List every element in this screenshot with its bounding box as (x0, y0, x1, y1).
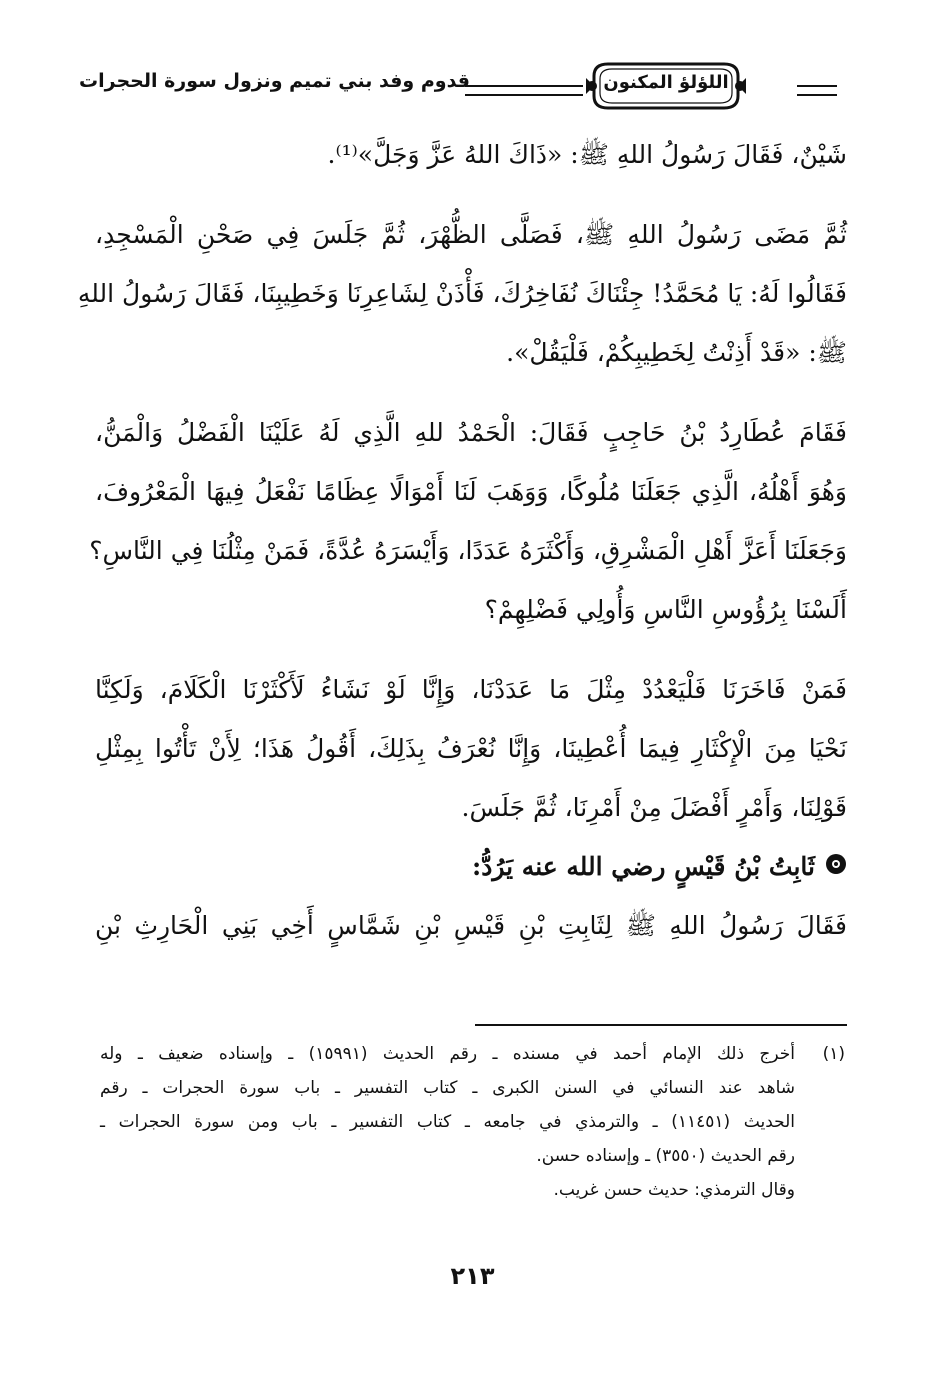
footnote-line (100, 1037, 845, 1071)
book-title: اللؤلؤ المكنون (603, 72, 729, 93)
text-line: فَقَالَ رَسُولُ اللهِ ﷺ لِثَابِتِ بْنِ قَيْسِ بْنِ شَمَّاسٍ أَخِي بَنِي الْحَارِثِ بْنِ (95, 911, 847, 940)
footnote-line: وقال الترمذي: حديث حسن غريب. (553, 1180, 795, 1200)
text-line: ثُمَّ مَضَى رَسُولُ اللهِ ﷺ، فَصَلَّى الظُّهْرَ، ثُمَّ جَلَسَ فِي صَحْنِ الْمَسْجِدِ، (95, 220, 847, 249)
footnote-line: الحديث (١١٤٥١) ـ والترمذي في جامعه ـ كتاب التفسير ـ باب ومن سورة الحجرات ـ (100, 1112, 796, 1132)
footnote-number: (١) (822, 1044, 845, 1064)
footnote-divider (475, 1024, 847, 1026)
flower-icon (825, 852, 847, 881)
book-title-badge (586, 58, 746, 114)
running-header (79, 58, 837, 122)
footnote-line: رقم الحديث (٣٥٥٠) ـ وإسناده حسن. (536, 1146, 795, 1166)
text-line: وَجَعَلَنَا أَعَزَّ أَهْلِ الْمَشْرِقِ، وَأَكْثَرَهُ عَدَدًا، وَأَيْسَرَهُ عُدَّةً، فَمَنْ مِثْلُنَا فِي النَّاسِ؟ (89, 536, 847, 565)
text-line: فَقَامَ عُطَارِدُ بْنُ حَاجِبٍ فَقَالَ: الْحَمْدُ للهِ الَّذِي لَهُ عَلَيْنَا الْفَضْلُ وَالْمَنُّ، (95, 418, 847, 447)
paragraph-gap (95, 382, 847, 403)
section-heading (95, 837, 847, 896)
text-line: قَوْلِنَا، وَأَمْرٍ أَفْضَلَ مِنْ أَمْرِنَا، ثُمَّ جَلَسَ. (461, 793, 847, 822)
chapter-title: قدوم وفد بني تميم ونزول سورة الحجرات (79, 70, 470, 92)
section-heading-text: ثَابِتُ بْنُ قَيْسٍ رضي الله عنه يَرُدُّ: (471, 852, 815, 881)
header-rule-left (465, 85, 583, 96)
page-number: ٢١٣ (450, 1262, 495, 1290)
text-line: ﷺ: «قَدْ أَذِنْتُ لِخَطِيبِكُمْ، فَلْيَقُلْ». (506, 338, 847, 367)
text-line: أَلَسْنَا بِرُؤُوسِ النَّاسِ وَأُولِي فَضْلِهِمْ؟ (484, 595, 847, 624)
footnote-line: شاهد عند النسائي في السنن الكبرى ـ كتاب التفسير ـ باب سورة الحجرات ـ رقم (100, 1078, 795, 1098)
text-line: شَيْنٌ، فَقَالَ رَسُولُ اللهِ ﷺ: «ذَاكَ اللهُ عَزَّ وَجَلَّ»⁽¹⁾. (327, 140, 847, 169)
header-rule-right (797, 85, 837, 96)
text-line: وَهُوَ أَهْلُهُ، الَّذِي جَعَلَنَا مُلُوكًا، وَوَهَبَ لَنَا أَمْوَالًا عِظَامًا نَفْعَلُ فِيهَا الْمَعْرُوفَ، (95, 477, 847, 506)
footnotes (100, 1037, 845, 1207)
text-line: فَمَنْ فَاخَرَنَا فَلْيَعْدُدْ مِثْلَ مَا عَدَدْنَا، وَإِنَّا لَوْ نَشَاءُ لَأَكْثَرْنَا الْكَلَامَ، وَلَكِنَّا (95, 675, 847, 704)
footnote-text: أخرج ذلك الإمام أحمد في مسنده ـ رقم الحديث (١٥٩٩١) ـ وإسناده ضعيف ـ وله (100, 1044, 795, 1064)
main-text (77, 125, 847, 955)
text-line: فَقَالُوا لَهُ: يَا مُحَمَّدُ! جِئْنَاكَ نُفَاخِرُكَ، فَأْذَنْ لِشَاعِرِنَا وَخَطِيبِنَا، فَقَالَ رَسُولُ اللهِ (77, 279, 847, 308)
text-line: نَحْيَا مِنَ الْإِكْثَارِ فِيمَا أُعْطِينَا، وَإِنَّا نُعْرَفُ بِذَلِكَ، أَقُولُ هَذَا؛ لِأَنْ تَأْتُوا بِمِثْلِ (95, 734, 847, 763)
paragraph-gap (95, 184, 847, 205)
paragraph-gap (95, 639, 847, 660)
